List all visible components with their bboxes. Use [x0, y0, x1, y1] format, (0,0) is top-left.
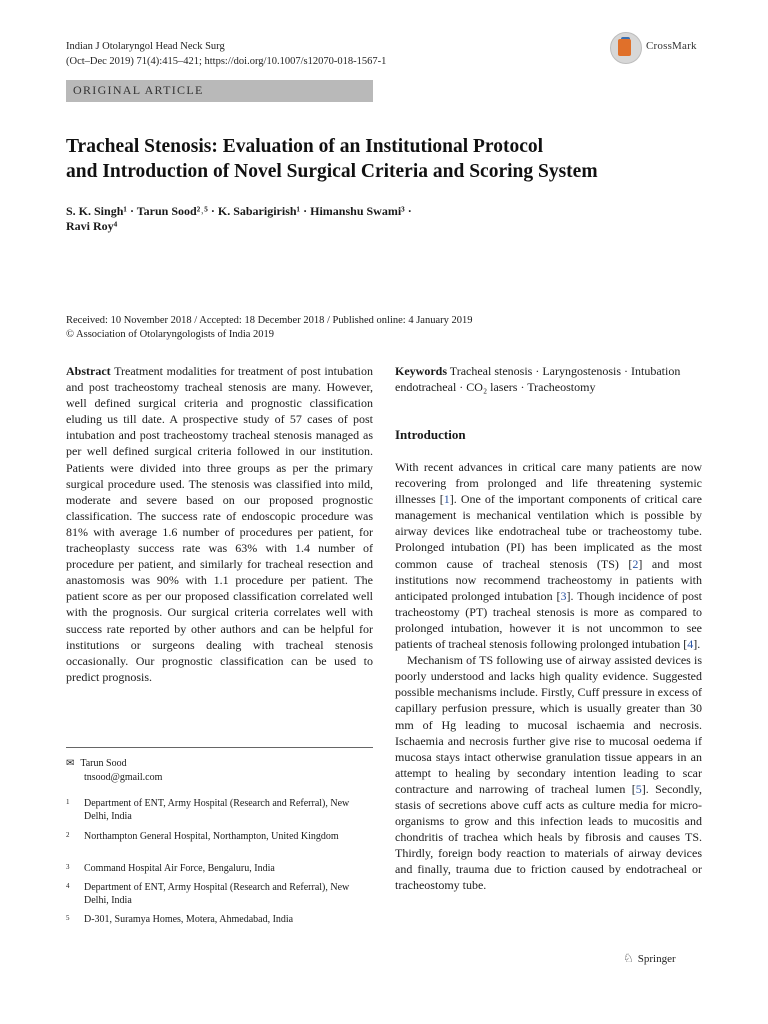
- author-list: [66, 204, 486, 234]
- journal-name: Indian J Otolaryngol Head Neck Surg: [66, 41, 225, 52]
- introduction-heading: Introduction: [395, 427, 466, 442]
- keywords-label: Keywords: [395, 364, 447, 378]
- title-line-2: and Introduction of Novel Surgical Criteria and Scoring System: [66, 161, 598, 182]
- springer-horse-icon: ♘: [623, 951, 634, 965]
- publisher-logo: [623, 951, 676, 966]
- copyright: © Association of Otolaryngologists of India 2019: [66, 329, 275, 340]
- citation-doi[interactable]: (Oct–Dec 2019) 71(4):415–421; https://doi.org/10.1007/s12070-018-1567-1: [66, 56, 387, 67]
- abstract-label: Abstract: [66, 364, 111, 378]
- abstract: [66, 363, 373, 685]
- received-dates: Received: 10 November 2018 / Accepted: 18 December 2018 / Published online: 4 January 2019: [66, 315, 473, 326]
- affiliation-3: 3 Command Hospital Air Force, Bengaluru, India: [66, 863, 275, 874]
- footnote-divider: [66, 747, 373, 748]
- reference-link-4[interactable]: 4: [687, 637, 694, 652]
- crossmark-badge[interactable]: [610, 32, 710, 68]
- envelope-icon: ✉: [66, 758, 75, 769]
- reference-link-3[interactable]: 3: [560, 588, 567, 603]
- affiliation-5: 5 D-301, Suramya Homes, Motera, Ahmedabad, India: [66, 914, 294, 925]
- abstract-text: Treatment modalities for treatment of post intubation and post tracheostomy tracheal stenosis are many. However, well defined surgical criteria and prognostic classification eluding us till date. A prospective study of 57 cases of post intubation and post tracheostomy tracheal stenosis managed as per well defined surgical criteria followed in our institution. Patients were divided into three groups as per the primary surgical procedure used. The stenosis was classified into mild, moderate and severe based on our proposed prognostic classification. The success rate of endoscopic procedure was 81% with average 1.6 number of procedures per patient, for tracheoplasty success rate was 63% with 1.4 number of procedure per patient, and similarly for tracheal resection and anastomosis was 90% with 1.1 procedure per patient. The patient score as per our proposed classification correlated well with the prognosis. Our surgical criteria correlates well with success rate reported by other authors and can be helpful for institutions or surgeons dealing with tracheal stenosis occasionally. Our prognostic classification can be used to predict prognosis.: [66, 364, 373, 684]
- intro-paragraph-2: Mechanism of TS following use of airway assisted devices is poorly understood and lacks high quality evidence. Suggested possible mechanisms include. Firstly, Cuff pressure in excess of capillary perfusion pressure, which is usually greater than 30 mm of Hg leading to mucosal ischaemia and necrosis. Ischaemia and necrosis further give rise to mucosal oedema if mucosa stays intact otherwise granulation tissue appears in an attempt to healing by secondary intention leading to scar contracture and narrowing of tracheal lumen [5]. Secondly, stasis of secretions above cuff acts as culture media for micro-organisms to grow and this infection leads to mucositis and chondritis of trachea which heals by fibrosis and causes TS. Thirdly, foreign body reaction to materials of airway devices and finally, trauma due to friction caused by endotracheal or tracheostomy tube.: [395, 653, 702, 893]
- publication-dates: [66, 314, 473, 342]
- corresponding-email[interactable]: tnsood@gmail.com: [84, 772, 163, 783]
- crossmark-label: CrossMark: [646, 40, 697, 52]
- affiliation-4: 4 Department of ENT, Army Hospital (Research and Referral), New Delhi, India: [66, 882, 350, 906]
- keywords-text: Tracheal stenosis · Laryngostenosis · Intubation endotracheal · CO₂ lasers · Tracheostomy: [395, 364, 681, 395]
- authors-line-2: Ravi Roy⁴: [66, 219, 118, 233]
- section-label: ORIGINAL ARTICLE: [73, 83, 204, 97]
- crossmark-icon: [610, 32, 642, 64]
- publisher-name: Springer: [637, 953, 676, 965]
- correspondence: [66, 757, 162, 785]
- title-line-1: Tracheal Stenosis: Evaluation of an Institutional Protocol: [66, 136, 544, 157]
- reference-link-5[interactable]: 5: [635, 781, 642, 796]
- reference-link-2[interactable]: 2: [632, 556, 639, 571]
- authors-line-1: S. K. Singh¹ · Tarun Sood²˒⁵ · K. Sabarigirish¹ · Himanshu Swami³ ·: [66, 204, 412, 218]
- introduction-body: [395, 459, 702, 894]
- affiliation-1: 1 Department of ENT, Army Hospital (Research and Referral), New Delhi, India: [66, 798, 350, 822]
- affiliation-2: 2 Northampton General Hospital, Northampton, United Kingdom: [66, 831, 339, 842]
- reference-link-1[interactable]: 1: [443, 492, 450, 507]
- keywords: [395, 363, 702, 395]
- article-title: [66, 134, 706, 184]
- section-label-bar: [66, 80, 373, 102]
- intro-paragraph-1: With recent advances in critical care many patients are now recovering from prolonged and life threatening systemic illnesses [1]. One of the important components of critical care management is mechanical ventilation which is possible by airway devices like endotracheal tube or tracheostomy tube. Prolonged intubation (PI) has been implicated as the most common cause of tracheal stenosis (TS) [2] and most institutions now recommend tracheostomy in patients with anticipated prolonged intubation [3]. Though incidence of post tracheostomy (PT) tracheal stenosis is more as compared to prolonged intubation, however it is not uncommon to see patients of tracheal stenosis following prolonged intubation [4].: [395, 460, 702, 652]
- corresponding-author: Tarun Sood: [80, 758, 127, 769]
